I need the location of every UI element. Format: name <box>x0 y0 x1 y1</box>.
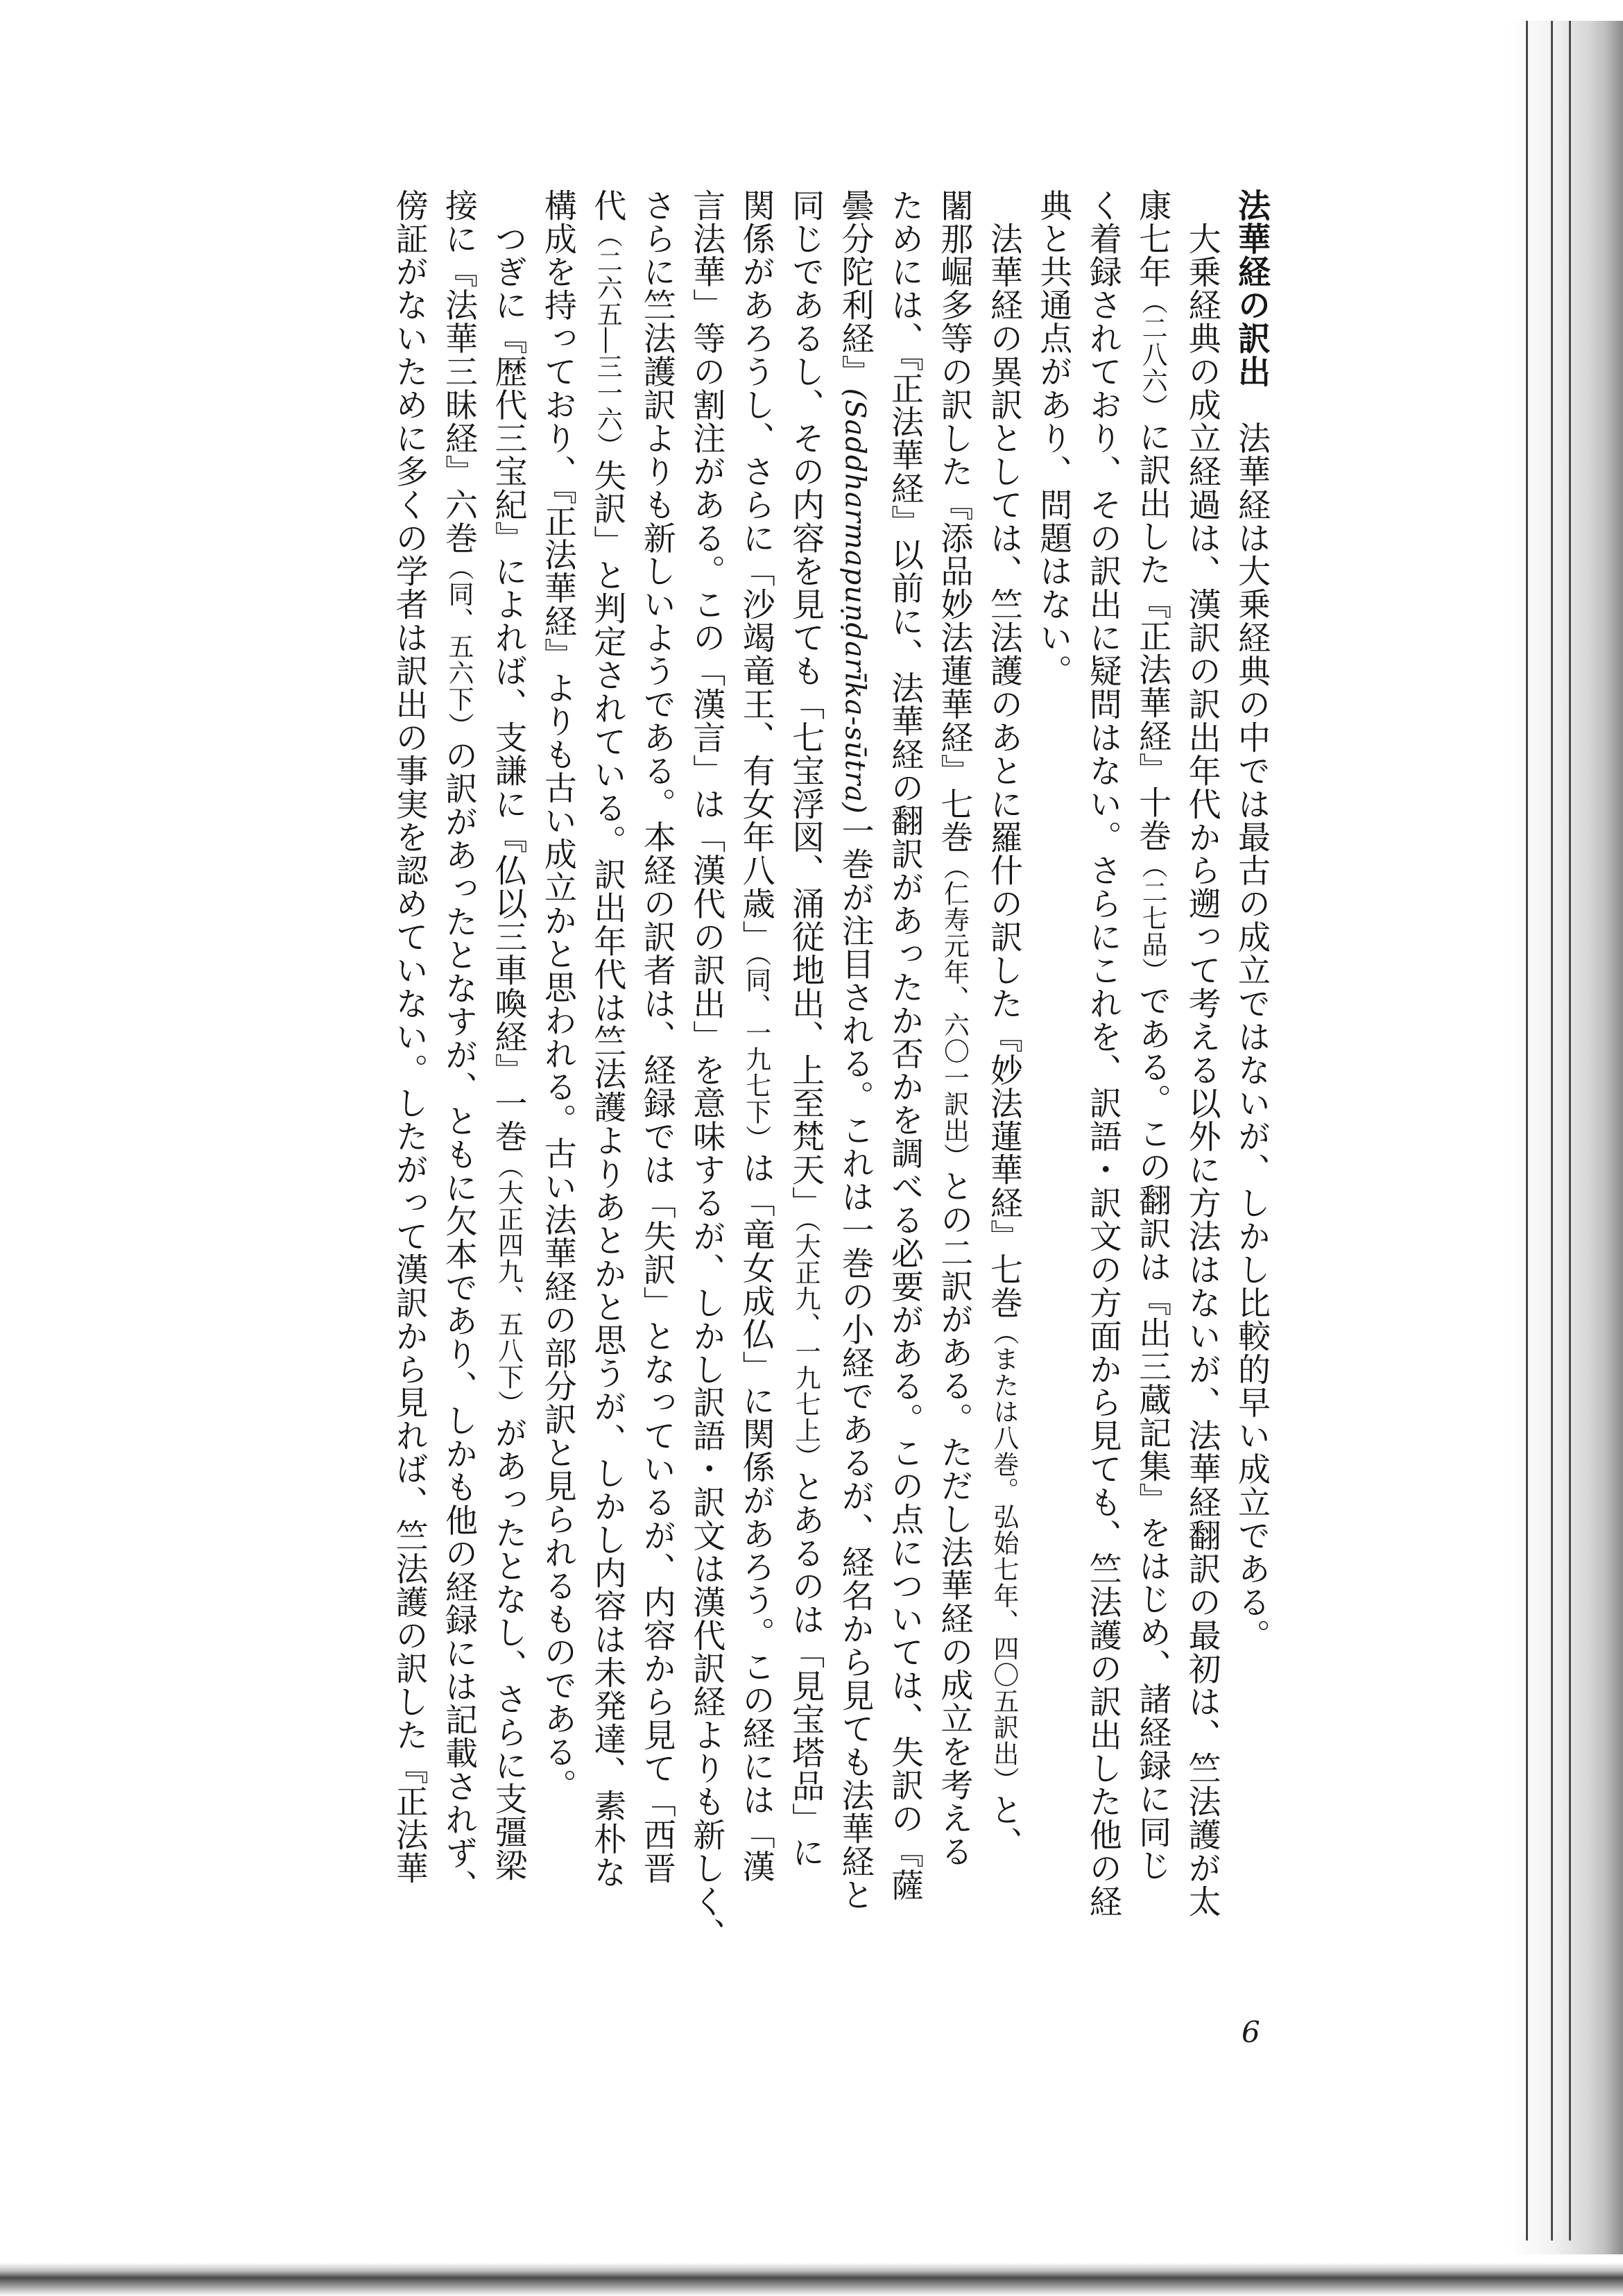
text-column: 闍那崛多等の訳した『添品妙法蓮華経』七巻（仁寿元年、六〇一訳出）との二訳がある。ただし法華経の成立を考える <box>935 189 974 1868</box>
text-column: 構成を持っており、『正法華経』よりも古い成立かと思われる。古い法華経の部分訳と見られるものである。 <box>538 189 577 1802</box>
text-column: 典と共通点があり、問題はない。 <box>1034 189 1073 688</box>
page-edge-line <box>1526 21 1528 2241</box>
text-column: 曇分陀利経』(Saddharmapuṇḍarīka-sūtra)一巻が注目される。これは一巻の小経であるが、経名から見ても法華経と <box>836 189 875 1912</box>
page-edge-line <box>1569 21 1571 2241</box>
text-column: 関係があろうし、さらに「沙竭竜王、有女年八歳」（同、一九七下）は「竜女成仏」に関係があろう。この経には「漢 <box>737 189 775 1883</box>
page-number: 6 <box>1242 2015 1260 2049</box>
text-column: 代（二六五―三一六）失訳」と判定されている。訳出年代は竺法護よりあとかと思うが、しかし内容は未発達、素朴な <box>588 189 627 1889</box>
text-column: 接に『法華三昧経』六巻（同、五六下）の訳があったとなすが、ともに欠本であり、しかも他の経録には記載されず、 <box>440 189 478 1903</box>
text-column: 同じであるし、その内容を見ても「七宝浮図、涌従地出、上至梵天」（大正九、一九七上）とあるのは「見宝塔品」に <box>787 189 825 1869</box>
page-edge-line <box>1551 21 1553 2241</box>
vertical-text-body <box>319 189 1276 2048</box>
section-heading: 法華経の訳出 <box>1233 189 1271 388</box>
text-column: 法華経の訳出 法華経は大乗経典の中では最古の成立ではないが、しかし比較的早い成立である。 <box>1233 189 1271 1652</box>
text-column: 言法華」等の割注がある。この「漢言」は「漢代の訳出」を意味するが、しかし訳語・訳文は漢代訳経よりも新しく、 <box>687 189 726 1951</box>
text-column: 大乗経典の成立経過は、漢訳の訳出年代から遡って考える以外に方法はないが、法華経翻訳の最初は、竺法護が太 <box>1183 222 1221 1918</box>
text-column: さらに竺法護訳よりも新しいようである。本経の訳者は、経録では「失訳」となっているが、内容から見て「西晋 <box>637 189 676 1885</box>
text-column: ためには、『正法華経』以前に、法華経の翻訳があったか否かを調べる必要がある。この点については、失訳の『薩 <box>885 189 924 1902</box>
text-column: く着録されており、その訳出に疑問はない。さらにこれを、訳語・訳文の方面から見ても、竺法護の訳出した他の経 <box>1083 189 1122 1918</box>
page-bottom-edge <box>0 2263 1623 2296</box>
text-column: 傍証がないために多くの学者は訳出の事実を認めていない。したがって漢訳から見れば、竺法護の訳した『正法華 <box>390 189 429 1885</box>
text-column: 康七年（二八六）に訳出した『正法華経』十巻（二七品）である。この翻訳は『出三蔵記集』をはじめ、諸経録に同じ <box>1133 189 1172 1882</box>
text-column: 法華経の異訳としては、竺法護のあとに羅什の訳した『妙法蓮華経』七巻（または八巻。弘始七年、四〇五訳出）と、 <box>984 222 1023 1860</box>
text-column: つぎに『歴代三宝紀』によれば、支謙に『仏以三車喚経』一巻（大正四九、五八下）があったとなし、さらに支彊梁 <box>489 222 528 1882</box>
